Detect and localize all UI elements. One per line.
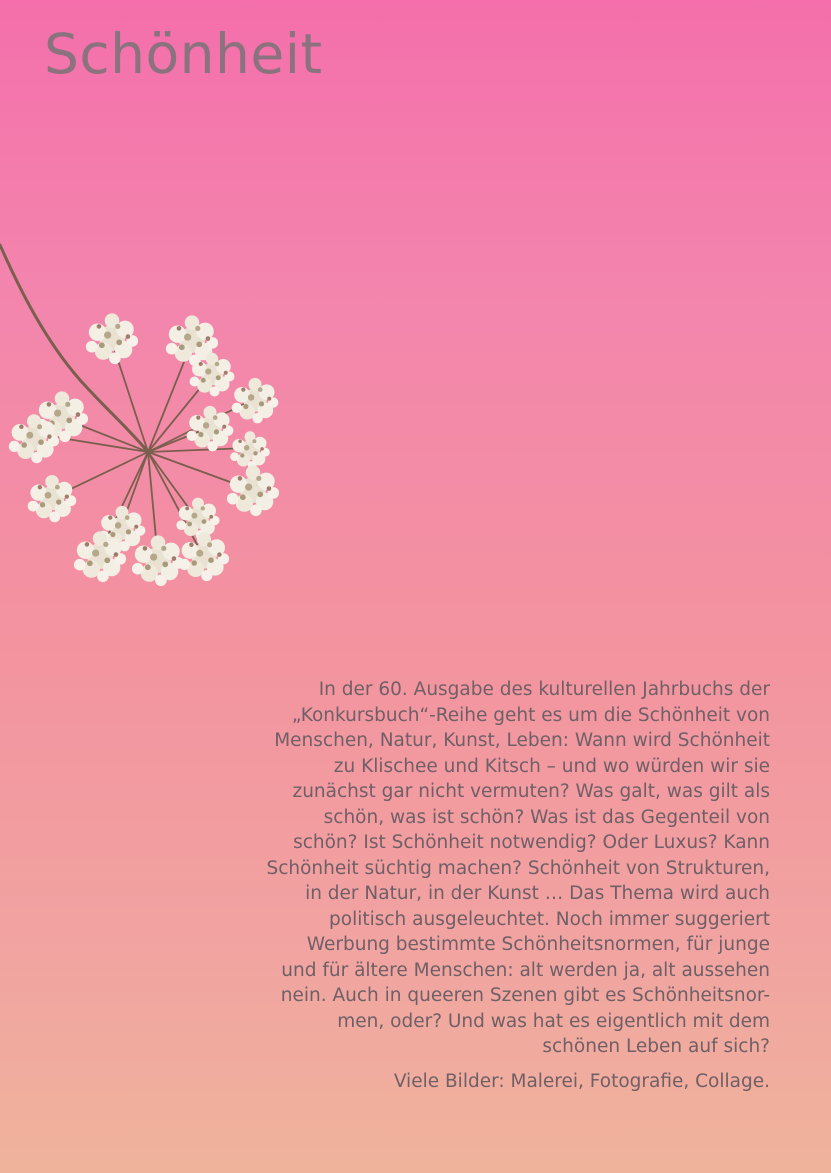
closing-line: Viele Bilder: Malerei, Fotografie, Collage. — [393, 1071, 770, 1092]
description-text: In der 60. Ausgabe des kulturellen Jahrbuchs der „Konkursbuch“-Reihe geht es um die Schönheit von Menschen, Natur, Kunst, Leben: Wann wird Schönheit zu Klischee und Kitsch – und wo würden wir sie zunächst gar nicht vermuten? Was galt, was gilt als schön, was ist schön? Was ist das Gegenteil von schön? Ist Schönheit notwendig? Oder Luxus? Kann Schönheit süchtig machen? Schönheit von Strukturen, in der Natur, in der Kunst … Das Thema wird auch politisch ausgeleuchtet. Noch immer suggeriert Werbung bestimmte Schönheitsnormen, für junge und für ältere Menschen: alt werden ja, alt aussehen nein. Auch in queeren Szenen gibt es Schönheitsnor- men, oder? Und was hat es eigentlich mit dem schönen Leben auf sich? — [266, 679, 770, 1057]
flower-umbel-icon — [0, 230, 300, 600]
page-title: Schönheit — [44, 22, 323, 86]
